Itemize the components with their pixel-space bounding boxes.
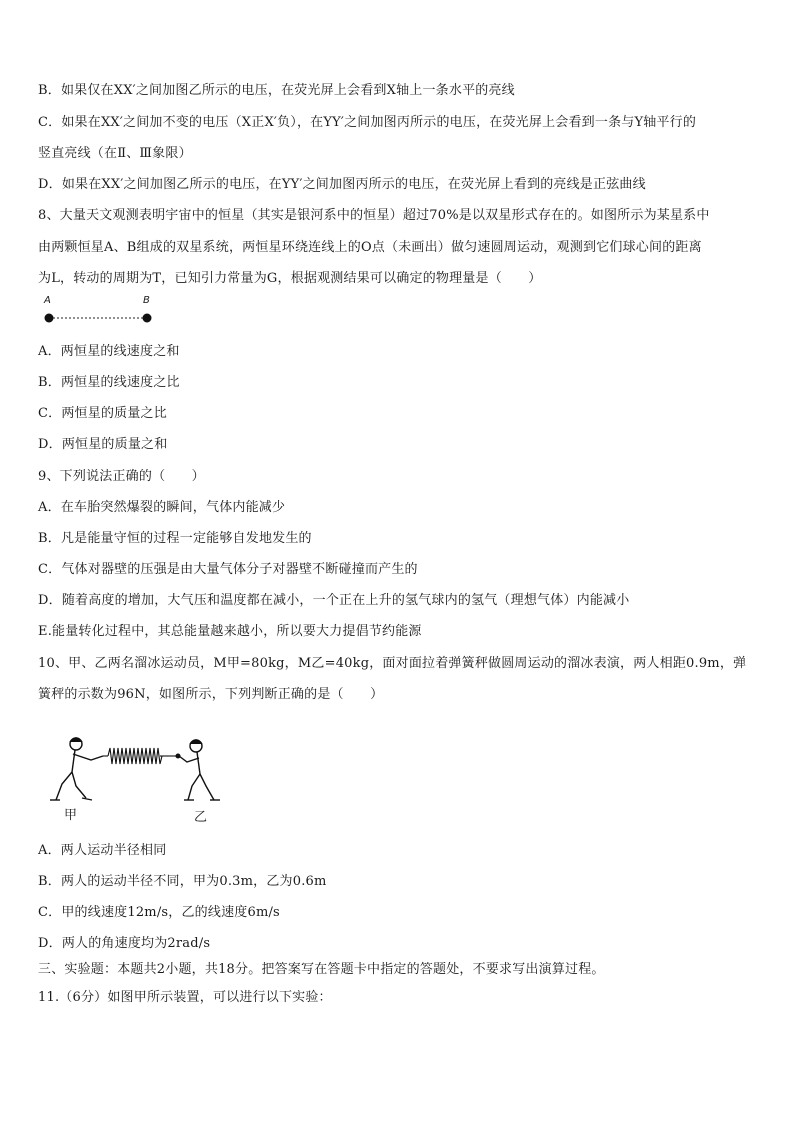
q9-option-b: B．凡是能量守恒的过程一定能够自发地发生的 [38, 531, 312, 546]
q9-option-c: C．气体对器壁的压强是由大量气体分子对器壁不断碰撞而产生的 [38, 562, 418, 577]
q7-option-d: D．如果在XX′之间加图乙所示的电压，在YY′之间加图丙所示的电压，在荧光屏上看到的亮线是正弦曲线 [38, 177, 646, 192]
q10-stem-1: 10、甲、乙两名溜冰运动员，M甲=80kg，M乙=40kg，面对面拉着弹簧秤做圆周运动的溜冰表演，两人相距0.9m，弹 [38, 656, 747, 671]
q8-stem-2: 由两颗恒星A、B组成的双星系统，两恒星环绕连线上的O点（未画出）做匀速圆周运动，观测到它们球心间的距离 [38, 240, 702, 255]
q7-option-b: B．如果仅在XX′之间加图乙所示的电压，在荧光屏上会看到X轴上一条水平的亮线 [38, 83, 515, 98]
skaters-diagram [46, 734, 226, 804]
q7-option-c: C．如果在XX′之间加不变的电压（X正X′负），在YY′之间加图丙所示的电压，在荧光屏上会看到一条与Y轴平行的 [38, 115, 697, 130]
q8-option-a: A．两恒星的线速度之和 [38, 344, 180, 359]
q8-option-c: C．两恒星的质量之比 [38, 406, 167, 421]
q9-option-a: A．在车胎突然爆裂的瞬间，气体内能减少 [38, 500, 286, 515]
binary-star-diagram [40, 296, 160, 328]
skater-yi [179, 740, 220, 800]
q7-option-c-cont: 竖直亮线（在Ⅱ、Ⅲ象限） [38, 146, 192, 161]
q11-stem: 11.（6分）如图甲所示装置，可以进行以下实验： [38, 990, 332, 1005]
q8-option-b: B．两恒星的线速度之比 [38, 375, 180, 390]
star-b-label: B [143, 295, 150, 306]
q10-stem-2: 簧秤的示数为96N，如图所示，下列判断正确的是（ ） [38, 687, 384, 702]
spring-scale [103, 748, 180, 764]
section-3-heading: 三、实验题：本题共2小题，共18分。把答案写在答题卡中指定的答题处，不要求写出演算过程。 [38, 962, 605, 977]
q10-option-b: B．两人的运动半径不同，甲为0.3m，乙为0.6m [38, 874, 327, 889]
q9-option-d: D．随着高度的增加，大气压和温度都在减小，一个正在上升的氢气球内的氢气（理想气体）内能减小 [38, 593, 630, 608]
q10-option-d: D．两人的角速度均为2rad/s [38, 936, 211, 951]
binary-star-figure [40, 296, 160, 328]
q8-option-d: D．两恒星的质量之和 [38, 437, 168, 452]
q9-option-e: E.能量转化过程中，其总能量越来越小，所以要大力提倡节约能源 [38, 624, 422, 639]
q8-stem-3: 为L，转动的周期为T，已知引力常量为G，根据观测结果可以确定的物理量是（ ） [38, 271, 542, 286]
q8-stem-1: 8、大量天文观测表明宇宙中的恒星（其实是银河系中的恒星）超过70%是以双星形式存在的。如图所示为某星系中 [38, 208, 710, 223]
star-a-dot [45, 314, 54, 323]
skater-jia [50, 738, 103, 800]
star-b-dot [143, 314, 152, 323]
star-a-label: A [44, 295, 51, 306]
skater-jia-label: 甲 [64, 808, 78, 823]
q10-option-a: A．两人运动半径相同 [38, 843, 167, 858]
q10-option-c: C．甲的线速度12m/s，乙的线速度6m/s [38, 905, 280, 920]
skaters-figure [46, 734, 226, 824]
q9-stem: 9、下列说法正确的（ ） [38, 469, 205, 484]
skater-yi-label: 乙 [194, 810, 208, 825]
